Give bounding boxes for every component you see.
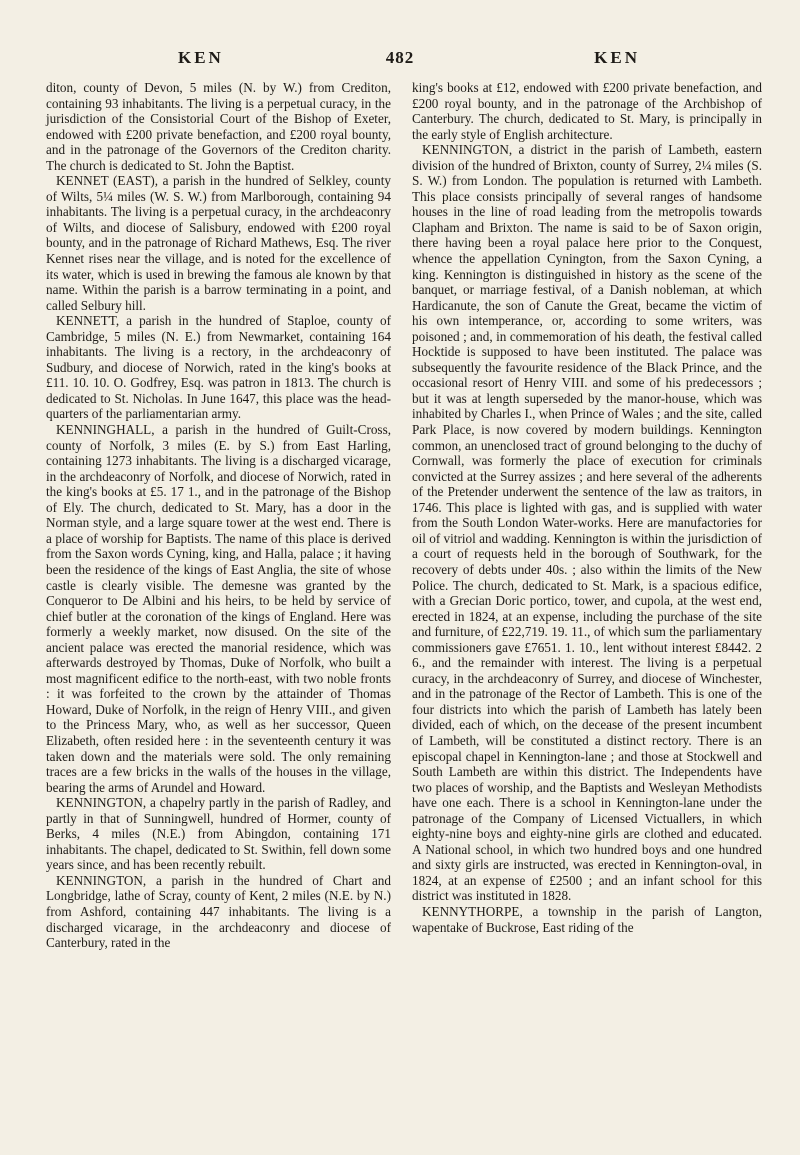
right-column: [412, 80, 762, 935]
header-right-word: KEN: [594, 48, 640, 67]
left-column: [46, 80, 391, 951]
entry-paragraph: KENNETT, a parish in the hundred of Staploe, county of Cambridge, 5 miles (N. E.) from Newmarket, containing 164 inhabitants. The living is a rectory, in the archdeaconry of Sudbury, and diocese of Norwich, rated in the king's books at £11. 10. 10. O. Godfrey, Esq. was patron in 1813. The church is dedicated to St. Nicholas. In June 1647, this place was the head-quarters of the parliamentarian army.: [46, 313, 391, 422]
entry-paragraph: KENNINGTON, a district in the parish of Lambeth, eastern division of the hundred of Brixton, county of Surrey, 2¼ miles (S. S. W.) from London. The population is returned with Lambeth. This place consists principally of several ranges of handsome houses in the line of road leading from the metropolis towards Clapham and Brixton. The name is said to be of Saxon origin, there having been a royal palace here prior to the Conquest, whence the appellation Cynington, from the Saxon Cyning, a king. Kennington is distinguished in history as the scene of the banquet, or marriage festival, of a Danish nobleman, at which Hardicanute, the son of Canute the Great, became the victim of his own intemperance, or, according to some writers, was poisoned ; and, in commemoration of his death, the festival called Hocktide is supposed to have been instituted. The palace was subsequently the favourite residence of the Black Prince, and the occasional resort of Henry VIII. and some of his predecessors ; but it was at length superseded by the manor-house, which was inhabited by Charles I., when Prince of Wales ; and the site, called Park Place, is now covered by modern buildings. Kennington common, an unenclosed tract of ground belonging to the duchy of Cornwall, was formerly the place of execution for criminals convicted at the Surrey assizes ; and here several of the adherents of the Pretender underwent the sentence of the law as traitors, in 1746. This place is lighted with gas, and is supplied with water from the South London Water-works. Here are manufactories for oil of vitriol and wadding. Kennington is within the jurisdiction of a court of requests held in the borough of Southwark, for the recovery of debts under 40s. ; also within the limits of the New Police. The church, dedicated to St. Mark, is a spacious edifice, with a Grecian Doric portico, tower, and cupola, at the west end, erected in 1824, at an expense, including the purchase of the site and furniture, of £22,719. 19. 11., of which sum the parliamentary commissioners gave £7651. 1. 10., lent without interest £8442. 2 6., and the remainder with interest. The living is a perpetual curacy, in the archdeaconry of Surrey, and diocese of Winchester, and in the patronage of the Rector of Lambeth. This is one of the four districts into which the parish of Lambeth has lately been divided, each of which, on the decease of the present incumbent of Lambeth, will be constituted a distinct rectory. There is an episcopal chapel in Kennington-lane ; and those at Stockwell and South Lambeth are within this district. The Independents have two places of worship, and the Baptists and Wesleyan Methodists have one each. There is a school in Kennington-lane under the patronage of the Company of Licensed Victuallers, in which eighty-nine boys and eighty-nine girls are clothed and educated. A National school, in which two hundred boys and one hundred and sixty girls are instructed, was erected in Kennington-oval, in 1824, at an expense of £2500 ; and an infant school for this district was instituted in 1828.: [412, 142, 762, 904]
entry-paragraph: diton, county of Devon, 5 miles (N. by W.) from Crediton, containing 93 inhabitants. The living is a perpetual curacy, in the jurisdiction of the Consistorial Court of the Bishop of Exeter, endowed with £200 private benefaction, and £200 royal bounty, and in the patronage of the Governors of the Crediton charity. The church is dedicated to St. John the Baptist.: [46, 80, 391, 173]
entry-paragraph: KENNET (EAST), a parish in the hundred of Selkley, county of Wilts, 5¼ miles (W. S. W.) from Marlborough, containing 94 inhabitants. The living is a perpetual curacy, in the archdeaconry of Wilts, and diocese of Salisbury, endowed with £200 royal bounty, and in the patronage of Richard Mathews, Esq. The river Kennet rises near the village, and is noted for the excellence of its water, which is used in brewing the famous ale known by that name. Within the parish is a barrow terminating in a point, and called Selbury hill.: [46, 173, 391, 313]
running-header: [40, 48, 760, 74]
entry-paragraph: KENNYTHORPE, a township in the parish of Langton, wapentake of Buckrose, East riding of the: [412, 903, 762, 935]
page-number: 482: [385, 48, 415, 67]
entry-paragraph: KENNINGTON, a parish in the hundred of Chart and Longbridge, lathe of Scray, county of Kent, 2 miles (N.E. by N.) from Ashford, containing 447 inhabitants. The living is a discharged vicarage, in the archdeaconry and diocese of Canterbury, rated in the: [46, 872, 391, 951]
entry-paragraph: KENNINGTON, a chapelry partly in the parish of Radley, and partly in that of Sunningwell, hundred of Hormer, county of Berks, 4 miles (N.E.) from Abingdon, containing 171 inhabitants. The chapel, dedicated to St. Swithin, fell down some years since, and has been recently rebuilt.: [46, 795, 391, 873]
header-left-word: KEN: [178, 48, 224, 67]
entry-paragraph: king's books at £12, endowed with £200 private benefaction, and £200 royal bounty, and in the patronage of the Archbishop of Canterbury. The church, dedicated to St. Mary, is principally in the early style of English architecture.: [412, 80, 762, 142]
entry-paragraph: KENNINGHALL, a parish in the hundred of Guilt-Cross, county of Norfolk, 3 miles (E. by S.) from East Harling, containing 1273 inhabitants. The living is a discharged vicarage, in the archdeaconry of Norfolk, and diocese of Norwich, rated in the king's books at £5. 17 1., and in the patronage of the Bishop of Ely. The church, dedicated to St. Mary, has a door in the Norman style, and a large square tower at the west end. There is a place of worship for Baptists. The name of this place is derived from the Saxon words Cyning, king, and Halla, palace ; it having been the residence of the kings of East Anglia, the site of whose castle is clearly visible. The demesne was granted by the Conqueror to De Albini and his heirs, to be held by service of chief butler at the coronation of the kings of England. Here was formerly a weekly market, now disused. On the site of the ancient palace was erected the manorial residence, which was afterwards destroyed by Thomas, Duke of Norfolk, who built a most magnificent edifice to the north-east, with two noble fronts : it was forfeited to the crown by the attainder of Thomas Howard, Duke of Norfolk, in the reign of Henry VIII., and given to the Princess Mary, who, as well as her successor, Queen Elizabeth, often resided here : in the seventeenth century it was taken down and the materials were sold. The only remaining traces are a few bricks in the walls of the houses in the village, bearing the arms of Arundel and Howard.: [46, 422, 391, 795]
